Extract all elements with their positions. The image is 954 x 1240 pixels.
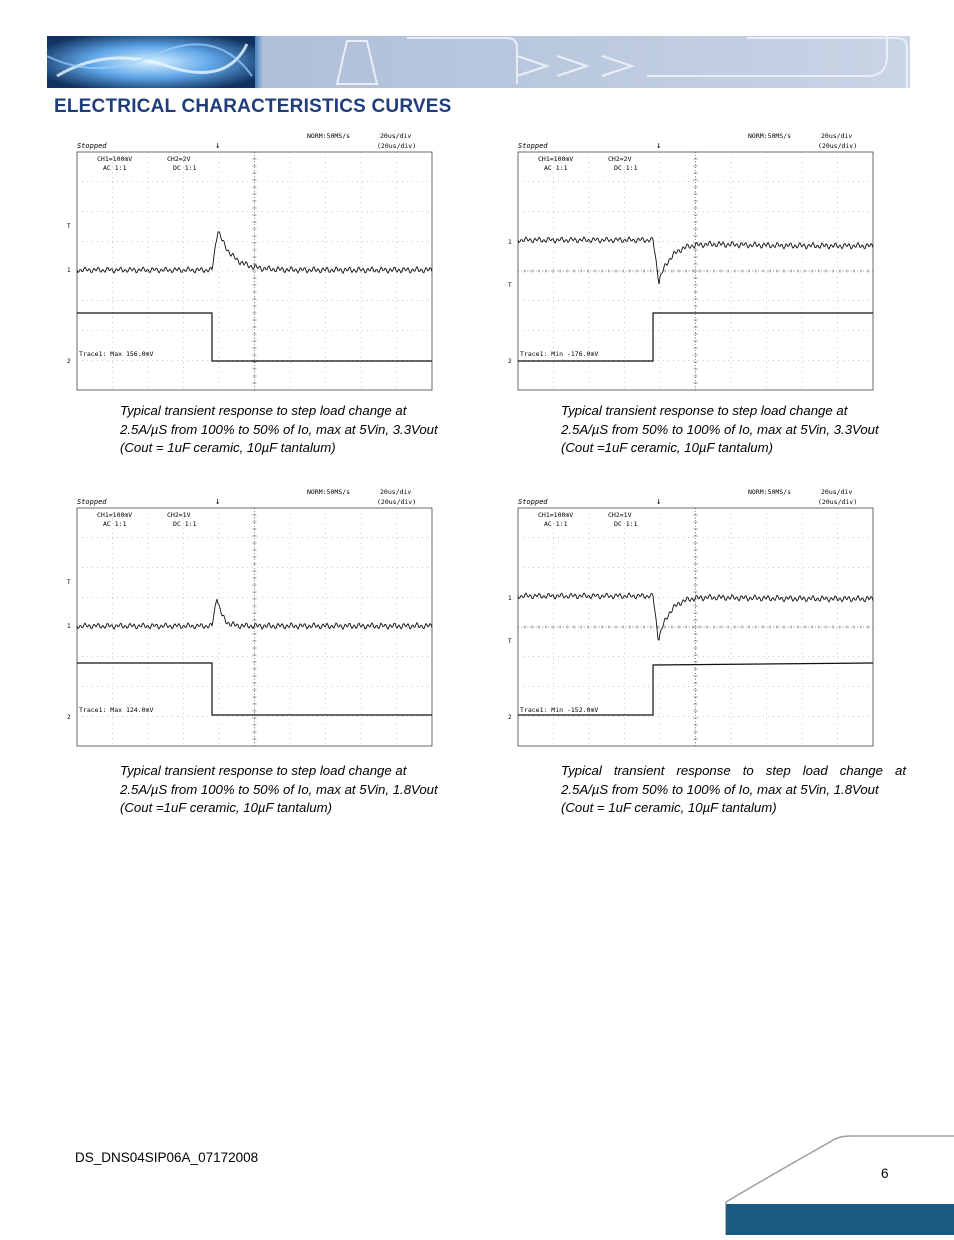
scope-screen-1 [65,128,435,384]
channel2-coupling: DC 1:1 [173,520,197,528]
footer-corner-graphic [720,1130,954,1235]
channel-marker: 1 [508,595,512,602]
channel1-coupling: AC 1:1 [544,520,568,528]
caption-line: (Cout =1uF ceramic, 10µF tantalum) [561,440,773,455]
channel1-coupling: AC 1:1 [103,164,127,172]
scope-grid [508,152,873,390]
caption-line: 2.5A/µS from 50% to 100% of Io, max at 5Vin, 1.8Vout [561,781,879,797]
caption-2 [561,402,906,458]
channel-marker: 2 [508,358,512,365]
document-id: DS_DNS04SIP06A_07172008 [75,1150,259,1165]
caption-line: (Cout =1uF ceramic, 10µF tantalum) [120,800,332,815]
scope-screen-3 [65,484,435,740]
channel2-label: CH2=1V [167,511,191,519]
channel-marker: T [508,638,512,645]
caption-line: 2.5A/µS from 100% to 50% of Io, max at 5Vin, 3.3Vout [120,421,438,437]
timebase-label: 20us/div [821,488,853,496]
caption-line: Typical transient response to step load change at [561,403,848,418]
trace-readout: Trace1: Min -176.0mV [520,350,599,358]
header-banner [47,36,910,88]
scope-screen-2 [506,128,876,384]
caption-line: 2.5A/µS from 50% to 100% of Io, max at 5Vin, 3.3Vout [561,421,879,437]
channel-marker: 2 [67,358,71,365]
channel2-coupling: DC 1:1 [614,164,638,172]
trace-readout: Trace1: Max 124.0mV [79,706,154,714]
page-title: ELECTRICAL CHARACTERISTICS CURVES [54,96,452,117]
channel1-label: CH1=100mV [97,155,133,163]
trigger-marker: ↓ [215,497,221,507]
caption-line: 2.5A/µS from 100% to 50% of Io, max at 5Vin, 1.8Vout [120,781,438,797]
scope-grid [67,508,432,746]
channel2-label: CH2=2V [608,155,632,163]
trigger-marker: ↓ [656,141,662,151]
sample-rate-label: NORM:50MS/s [307,132,351,140]
caption-line: Typical transient response to step load change at [120,403,407,418]
trigger-marker: ↓ [656,497,662,507]
page-number: 6 [881,1166,889,1181]
scope-grid [67,152,432,390]
sample-rate-label: NORM:50MS/s [748,488,792,496]
scope-grid [508,508,873,746]
channel-marker: 2 [508,714,512,721]
status-label: Stopped [518,142,548,150]
channel1-label: CH1=100mV [97,511,133,519]
channel1-label: CH1=100mV [538,155,574,163]
caption-1 [120,402,465,458]
caption-3 [120,762,465,818]
channel-marker: 1 [67,267,71,274]
status-label: Stopped [77,498,107,506]
scope-screen-4 [506,484,876,740]
trace-readout: Trace1: Max 156.0mV [79,350,154,358]
status-label: Stopped [518,498,548,506]
timebase-sub-label: (20us/div) [818,498,858,506]
channel-marker: 1 [508,239,512,246]
caption-line: Typical transient response to step load change at [120,763,407,778]
sample-rate-label: NORM:50MS/s [307,488,351,496]
channel1-coupling: AC 1:1 [544,164,568,172]
channel2-coupling: DC 1:1 [614,520,638,528]
timebase-label: 20us/div [380,488,412,496]
timebase-label: 20us/div [821,132,853,140]
trace-readout: Trace1: Min -152.0mV [520,706,599,714]
channel-marker: 1 [67,623,71,630]
caption-line: Typical transient response to step load change at [561,763,906,778]
caption-line: (Cout = 1uF ceramic, 10µF tantalum) [561,800,777,815]
caption-4 [561,762,906,818]
timebase-sub-label: (20us/div) [818,142,858,150]
sample-rate-label: NORM:50MS/s [748,132,792,140]
channel-marker: T [508,282,512,289]
timebase-sub-label: (20us/div) [377,142,417,150]
channel2-label: CH2=1V [608,511,632,519]
channel-marker: T [67,223,71,230]
channel2-label: CH2=2V [167,155,191,163]
status-label: Stopped [77,142,107,150]
channel-marker: 2 [67,714,71,721]
timebase-label: 20us/div [380,132,412,140]
channel1-label: CH1=100mV [538,511,574,519]
trigger-marker: ↓ [215,141,221,151]
channel1-coupling: AC 1:1 [103,520,127,528]
channel-marker: T [67,579,71,586]
timebase-sub-label: (20us/div) [377,498,417,506]
channel2-coupling: DC 1:1 [173,164,197,172]
caption-line: (Cout = 1uF ceramic, 10µF tantalum) [120,440,336,455]
